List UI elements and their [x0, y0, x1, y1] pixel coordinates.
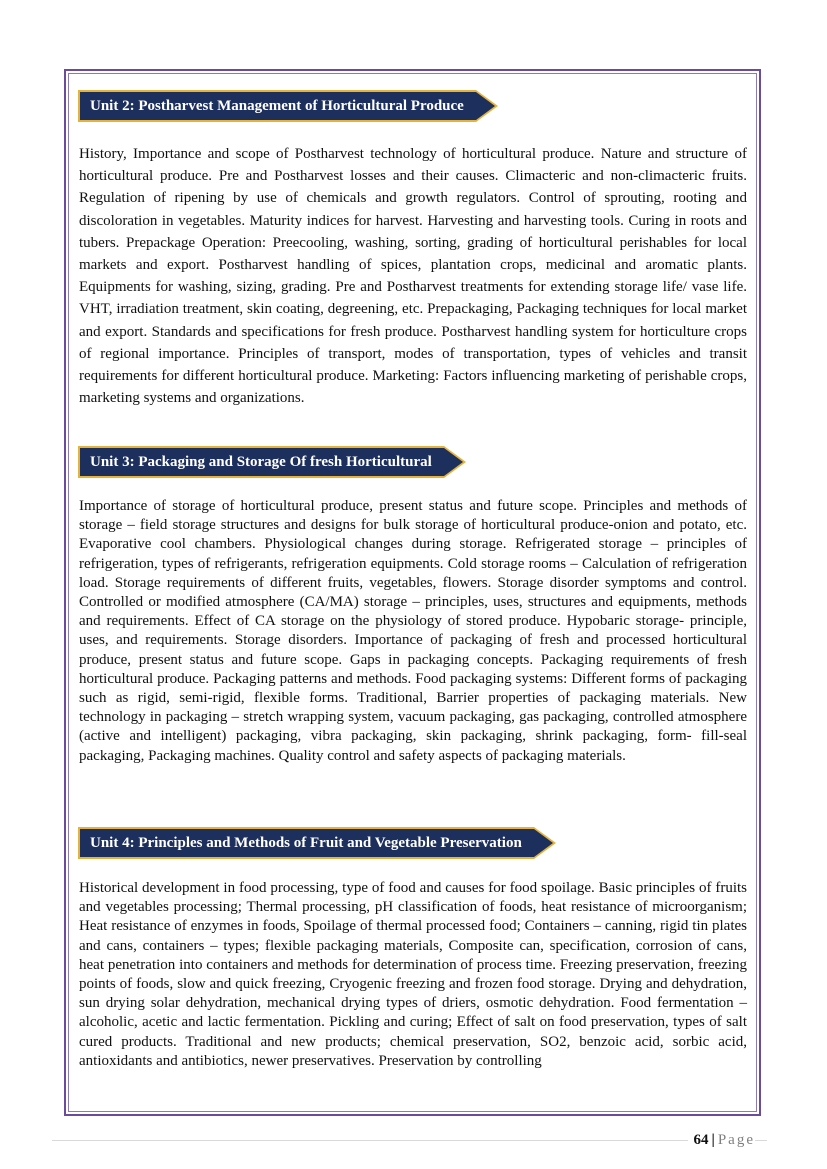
banner-arrow-icon	[534, 827, 556, 859]
unit-4-heading-banner	[78, 827, 556, 859]
unit-2-body: History, Importance and scope of Postharvest technology of horticultural produce. Nature and structure of horticultural produce. Pre and Postharvest losses and their causes. Climacteric and non-climacteric fruits. Regulation of ripening by use of chemicals and growth regulators. Control of sprouting, rooting and discoloration in vegetables. Maturity indices for harvest. Harvesting and harvesting tools. Curing in roots and tubers. Prepackage Operation: Preecooling, washing, sorting, grading of horticultural perishables for local markets and export. Postharvest handling of spices, plantation crops, medicinal and aromatic plants. Equipments for washing, sizing, grading. Pre and Postharvest treatments for extending storage life/ vase life. VHT, irradiation treatment, skin coating, degreening, etc. Prepackaging, Packaging techniques for local market and export. Standards and specifications for fresh produce. Postharvest handling system for horticulture crops of regional importance. Principles of transport, modes of transportation, types of vehicles and transit requirements for different horticultural produce. Marketing: Factors influencing marketing of perishable crops, marketing systems and organizations.	[79, 146, 747, 407]
footer-separator: |	[711, 1132, 715, 1148]
unit-2-heading-banner	[78, 90, 498, 122]
unit-3-heading: Unit 3: Packaging and Storage Of fresh Horticultural	[78, 446, 444, 478]
page-label: Page	[717, 1132, 755, 1148]
unit-3-heading-banner	[78, 446, 466, 478]
unit-3-body: Importance of storage of horticultural produce, present status and future scope. Principles and methods of storage – field storage structures and designs for bulk storage of horticultural produce-onion and potato, etc. Evaporative cool chambers. Physiological changes during storage. Refrigerated storage – principles of refrigeration, types of refrigerants, refrigeration equipments. Cold storage rooms – Calculation of refrigeration load. Storage requirements of different fruits, vegetables, flowers. Storage disorder symptoms and control. Controlled or modified atmosphere (CA/MA) storage – principles, uses, structures and equipments, methods and requirements. Effect of CA storage on the physiology of stored produce. Hypobaric storage- principle, uses, and requirements. Storage disorders. Importance of packaging of fresh and processed horticultural produce, present status and future scope. Gaps in packaging concepts. Packaging requirements of fresh horticultural produce. Packaging patterns and methods. Food packaging systems: Different forms of packaging such as rigid, semi-rigid, flexible forms. Traditional, Barrier properties of packaging materials. New technology in packaging – stretch wrapping system, vacuum packaging, gas packaging, controlled atmosphere (active and intelligent) packaging, vibra packaging, skin packaging, shrink packaging, form- fill-seal packaging, Packaging machines. Quality control and safety aspects of packaging materials.	[79, 498, 747, 764]
footer-divider	[52, 1140, 767, 1141]
banner-arrow-icon	[444, 446, 466, 478]
banner-arrow-icon	[476, 90, 498, 122]
page-footer	[688, 1132, 755, 1149]
unit-2-heading: Unit 2: Postharvest Management of Horticultural Produce	[78, 90, 476, 122]
unit-4-body: Historical development in food processing, type of food and causes for food spoilage. Basic principles of fruits and vegetables processing; Thermal processing, pH classification of foods, heat resistance of microorganism; Heat resistance of enzymes in foods, Spoilage of thermal processed food; Containers – canning, rigid tin plates and cans, containers – types; flexible packaging materials, Composite can, specification, corrosion of cans, heat penetration into containers and methods for determination of process time. Freezing preservation, freezing points of foods, slow and quick freezing, Cryogenic freezing and frozen food storage. Drying and dehydration, sun drying solar dehydration, mechanical drying types of driers, osmotic dehydration. Food fermentation – alcoholic, acetic and lactic fermentation. Pickling and curing; Effect of salt on food preservation, types of salt cured products. Traditional and new products; chemical preservation, SO2, benzoic acid, sorbic acid, antioxidants and antibiotics, newer preservatives. Preservation by controlling	[79, 880, 747, 1069]
unit-4-heading: Unit 4: Principles and Methods of Fruit and Vegetable Preservation	[78, 827, 534, 859]
page-number: 64	[693, 1132, 709, 1148]
